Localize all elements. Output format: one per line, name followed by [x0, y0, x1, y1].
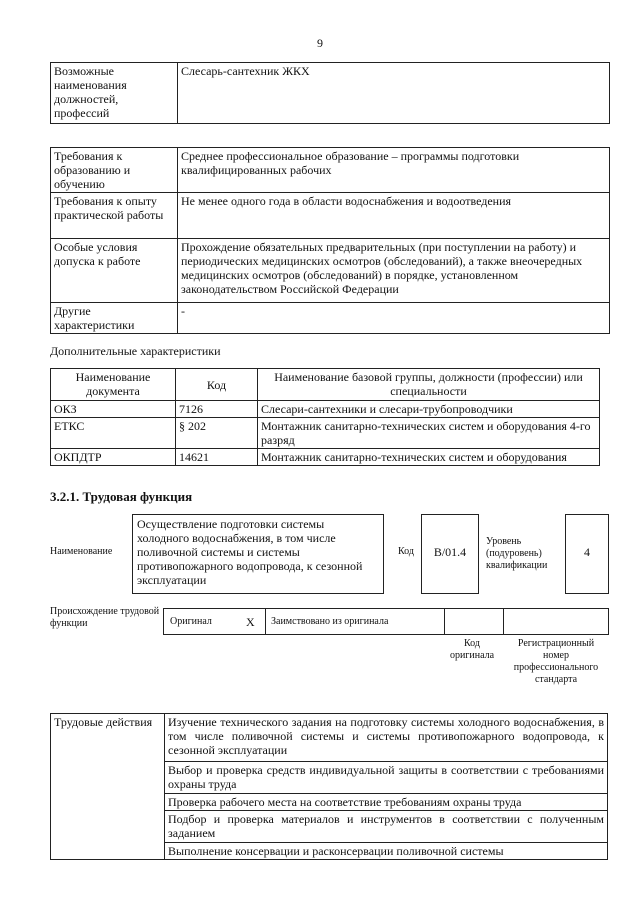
table-row — [51, 401, 600, 418]
function-code-value: B/01.4 — [421, 514, 479, 594]
function-heading: 3.2.1. Трудовая функция — [50, 489, 193, 504]
req-conditions-label: Особые условия допуска к работе — [51, 239, 178, 303]
additional-okpdtr-code: 14621 — [176, 449, 258, 466]
function-name-label: Наименование — [50, 546, 113, 557]
req-conditions-value: Прохождение обязательных предварительных (при поступлении на работу) и периодических медицинских осмотров (обследований), а также внеочередных медицинских осмотров (обследований) в порядке, установленном законодательством Российской Федерации — [178, 239, 610, 303]
additional-okz-doc: ОКЗ — [51, 401, 176, 418]
origin-divider — [265, 609, 266, 634]
positions-table — [50, 62, 610, 124]
function-code-label: Код — [398, 546, 414, 557]
additional-okpdtr-doc: ОКПДТР — [51, 449, 176, 466]
origin-original: Оригинал — [170, 616, 212, 627]
additional-table — [50, 368, 600, 466]
actions-label: Трудовые действия — [51, 714, 165, 860]
action-item: Изучение технического задания на подготовку системы холодного водоснабжения, в том числе поливочной системы и системы противопожарного водопровода, к сезонной эксплуатации — [165, 714, 608, 762]
origin-reg-caption: Регистрационный номер профессионального стандарта — [513, 638, 599, 685]
origin-label: Происхождение трудовой функции — [50, 606, 160, 629]
function-level-value: 4 — [565, 514, 609, 594]
additional-title: Дополнительные характеристики — [50, 344, 221, 358]
origin-code-caption: Код оригинала — [449, 638, 495, 661]
page-number: 9 — [317, 36, 323, 50]
function-level-label: Уровень (подуровень) квалификации — [486, 536, 548, 571]
req-other-value: - — [178, 303, 610, 334]
action-item: Выполнение консервации и расконсервации поливочной системы — [165, 843, 608, 860]
additional-header-code: Код — [176, 369, 258, 401]
req-experience-value: Не менее одного года в области водоснабжения и водоотведения — [178, 193, 610, 239]
req-education-value: Среднее профессиональное образование – программы подготовки квалифицированных рабочих — [178, 148, 610, 193]
origin-divider — [444, 609, 445, 634]
positions-label: Возможные наименования должностей, профессий — [51, 63, 178, 124]
action-item: Выбор и проверка средств индивидуальной защиты в соответствии с требованиями охраны труда — [165, 762, 608, 794]
action-item: Проверка рабочего места на соответствие требованиям охраны труда — [165, 794, 608, 811]
origin-borrowed: Заимствовано из оригинала — [271, 616, 389, 627]
additional-header-doc: Наименование документа — [51, 369, 176, 401]
origin-mark: X — [246, 615, 255, 629]
additional-etks-code: § 202 — [176, 418, 258, 449]
table-row — [51, 418, 600, 449]
req-experience-label: Требования к опыту практической работы — [51, 193, 178, 239]
req-education-label: Требования к образованию и обучению — [51, 148, 178, 193]
additional-okpdtr-name: Монтажник санитарно-технических систем и оборудования — [258, 449, 600, 466]
function-name-value: Осуществление подготовки системы холодного водоснабжения, в том числе поливочной системы и системы противопожарного водопровода, к сезонной эксплуатации — [132, 514, 384, 594]
origin-box — [163, 608, 609, 635]
table-row — [51, 449, 600, 466]
actions-table — [50, 713, 608, 860]
requirements-table — [50, 147, 610, 334]
additional-okz-code: 7126 — [176, 401, 258, 418]
additional-okz-name: Слесари-сантехники и слесари-трубопроводчики — [258, 401, 600, 418]
req-other-label: Другие характеристики — [51, 303, 178, 334]
positions-value: Слесарь-сантехник ЖКХ — [178, 63, 610, 124]
additional-etks-doc: ЕТКС — [51, 418, 176, 449]
action-item: Подбор и проверка материалов и инструментов в соответствии с полученным заданием — [165, 811, 608, 843]
additional-etks-name: Монтажник санитарно-технических систем и оборудования 4-го разряд — [258, 418, 600, 449]
additional-header-name: Наименование базовой группы, должности (профессии) или специальности — [258, 369, 600, 401]
origin-divider — [503, 609, 504, 634]
